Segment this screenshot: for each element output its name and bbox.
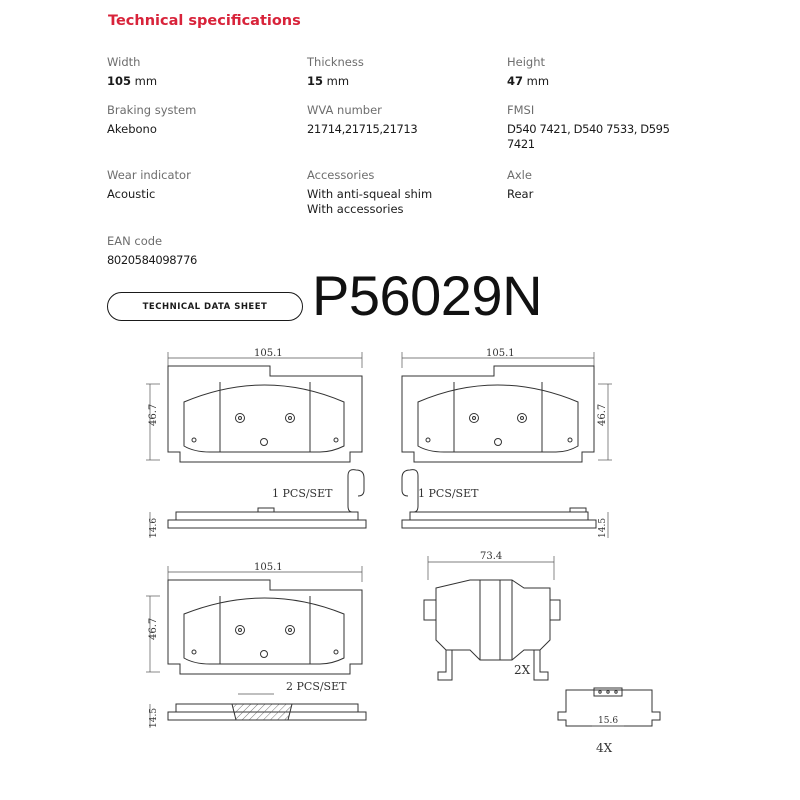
dim-height-label: 46.7 — [148, 617, 159, 640]
spec-value-line: D540 7421, D540 7533, D595 — [507, 122, 670, 136]
spec-value-line: 7421 — [507, 137, 535, 151]
spec-unit: mm — [526, 74, 550, 88]
spec-label: FMSI — [507, 103, 535, 117]
qty-label: 4X — [596, 741, 613, 755]
dim-clip-width-label: 73.4 — [480, 551, 503, 562]
dim-width-label: 105.1 — [486, 348, 515, 359]
pad-side-view-left — [149, 470, 366, 538]
qty-label: 2X — [514, 663, 531, 677]
spec-value: Akebono — [107, 122, 157, 136]
spec-value: 105 — [107, 74, 132, 88]
shim-detail — [558, 688, 660, 755]
qty-label: 1 PCS/SET — [272, 487, 333, 500]
spec-value: 21714,21715,21713 — [307, 122, 418, 136]
pad-side-view-right — [402, 470, 608, 538]
dim-height-label: 46.7 — [148, 403, 159, 426]
spec-value-line: With accessories — [307, 202, 404, 216]
pad-front-view-bottom — [146, 562, 362, 674]
spec-label: Thickness — [307, 55, 364, 69]
spec-label: Axle — [507, 168, 532, 182]
spec-label: Wear indicator — [107, 168, 191, 182]
spec-unit: mm — [134, 74, 158, 88]
spec-value: Acoustic — [107, 187, 156, 201]
part-number: P56029N — [312, 264, 543, 327]
spec-value: Rear — [507, 187, 534, 201]
spec-value-line: With anti-squeal shim — [307, 187, 433, 201]
dim-width-label: 105.1 — [254, 348, 283, 359]
spec-label: Accessories — [307, 168, 375, 182]
qty-label: 2 PCS/SET — [286, 680, 347, 693]
spec-value: 8020584098776 — [107, 253, 197, 267]
dim-thickness-label: 14.5 — [149, 707, 159, 728]
dim-thickness-label: 14.5 — [598, 517, 608, 538]
spec-value: 15 — [307, 74, 324, 88]
spec-label: Height — [507, 55, 546, 69]
qty-label: 1 PCS/SET — [418, 487, 479, 500]
dim-height-label: 46.7 — [597, 403, 608, 426]
pad-front-view-right — [402, 348, 612, 462]
spec-value: 47 — [507, 74, 524, 88]
technical-data-sheet-button[interactable]: TECHNICAL DATA SHEET — [107, 292, 303, 321]
spec-label: Braking system — [107, 103, 197, 117]
spec-label: Width — [107, 55, 141, 69]
spec-unit: mm — [326, 74, 350, 88]
dim-width-label: 105.1 — [254, 562, 283, 573]
pad-front-view-left — [146, 348, 362, 462]
spec-label: EAN code — [107, 234, 163, 248]
page-title: Technical specifications — [108, 13, 301, 29]
pad-side-view-bottom — [149, 680, 366, 728]
dim-thickness-label: 14.6 — [149, 517, 159, 538]
dim-small-label: 15.6 — [598, 716, 619, 726]
spec-label: WVA number — [307, 103, 382, 117]
clip-drawing — [424, 551, 560, 680]
